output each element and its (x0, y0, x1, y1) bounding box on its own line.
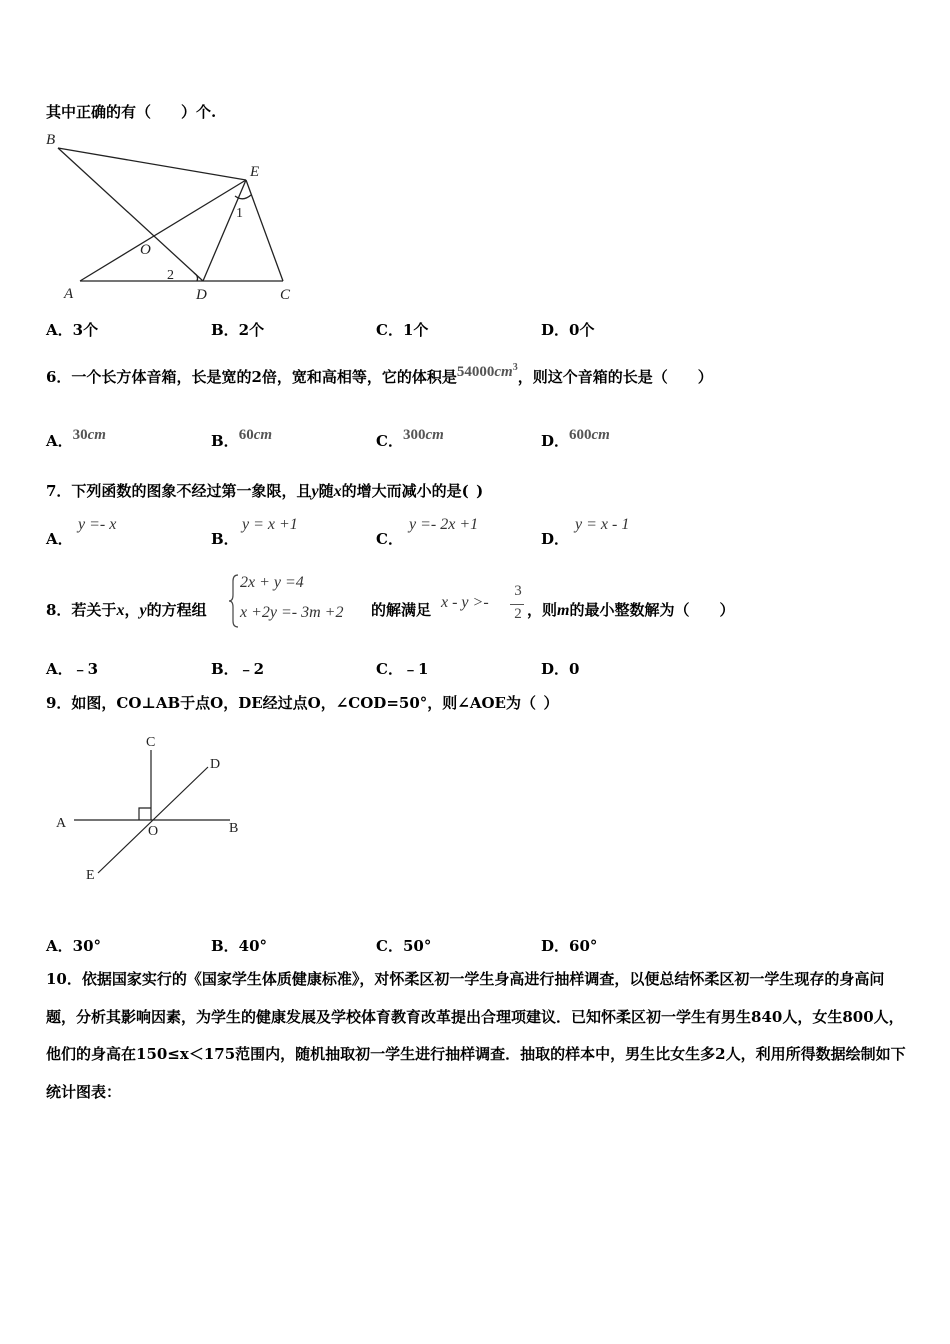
q7-text-a: 7．下列函数的图象不经过第一象限，且 (46, 482, 312, 500)
q7-option-a-label: A． (46, 530, 73, 548)
q7-text-b: 随 (318, 482, 334, 500)
q9-question: 9．如图，CO⊥AB于点O，DE经过点O，∠COD=50°，则∠AOE为（ ） (46, 694, 559, 712)
q6-option-a-label: A． (46, 432, 73, 450)
label-e: E (250, 164, 260, 180)
q7-option-d-label: D． (541, 530, 570, 548)
q8-option-d: D．0 (541, 660, 580, 678)
q6-option-b-unit: cm (253, 427, 273, 443)
q9-option-c: C．50° (376, 937, 432, 955)
perpendicular-figure (50, 728, 250, 888)
q8-frac-bar (510, 604, 524, 605)
label-c: C (146, 735, 156, 750)
q9-option-d: D．60° (541, 937, 598, 955)
q8-system-brace (228, 573, 240, 629)
q8-text-c: 的解满足 (371, 601, 432, 619)
q6-option-d-label: D． (541, 432, 570, 450)
q6-option-b-label: B． (211, 432, 239, 450)
q8-var-x: x (116, 602, 125, 619)
q7-option-b-expr: y = x +1 (242, 516, 298, 533)
right-angle-mark (139, 808, 151, 820)
q6-question (46, 362, 713, 387)
q8-equation-2: x +2y =- 3m +2 (240, 604, 344, 621)
q8-comma: ， (124, 601, 140, 619)
q7-option-c-expr: y =- 2x +1 (409, 516, 479, 533)
segment-be (58, 148, 246, 180)
q8-var-m: m (557, 602, 570, 619)
q8-option-b: B．﹣2 (211, 660, 265, 678)
segment-bd (58, 148, 203, 281)
angle-2-arc (194, 273, 198, 281)
q8-text-e: 的最小整数解为（ ） (569, 601, 735, 619)
q6-option-b-value (239, 427, 272, 443)
q6-option-d-value (569, 427, 610, 443)
label-b: B (229, 821, 239, 836)
q6-option-c-num: 300 (402, 427, 426, 443)
q6-option-a-value (73, 427, 106, 443)
q8-option-a: A．﹣3 (46, 660, 99, 678)
label-d: D (196, 287, 207, 303)
q6-volume-exp: 3 (512, 362, 518, 373)
segment-ae (80, 180, 246, 281)
q7-option-c-label: C． (376, 530, 403, 548)
label-a: A (56, 816, 67, 831)
q10-question: 10．依据国家实行的《国家学生体质健康标准》，对怀柔区初一学生身高进行抽样调查，以便总结怀柔区初一学生现存的身高问题，分析其影响因素，为学生的健康发展及学校体育教育改革提出合理项建议．已知怀柔区初一学生有男生840人，女生800人，他们的身高在150≤x＜175范围内，随机抽取初一学生进行抽样调查．抽取的样本中，男生比女生多2人，利用所得数据绘制如下统计图表： (46, 970, 906, 1101)
q6-text-after: ，则这个音箱的长是（ ） (517, 368, 713, 386)
q8-condition: x - y >- (441, 594, 489, 611)
q8-frac-denominator: 2 (514, 606, 522, 622)
q5-option-b: B．2个 (211, 321, 265, 339)
q6-option-c-label: C． (376, 432, 403, 450)
segment-ec (246, 180, 283, 281)
q8-option-c: C．﹣1 (376, 660, 429, 678)
q6-option-c-unit: cm (425, 427, 444, 443)
q8-text-a-1: 8．若关于 (46, 601, 117, 619)
q6-volume-number: 54000 (456, 364, 495, 380)
q7-text-c: 的增大而减小的是( ) (341, 482, 484, 500)
q9-option-a: A．30° (46, 937, 102, 955)
q5-option-d: D．0个 (541, 321, 595, 339)
q6-option-a (46, 427, 106, 451)
q6-volume (457, 364, 518, 380)
q6-option-b (211, 427, 273, 451)
q6-option-d-num: 600 (569, 427, 592, 443)
q6-option-b-num: 60 (238, 427, 254, 443)
label-a: A (64, 286, 74, 302)
q7-var-x: x (333, 483, 342, 500)
q8-equation-1: 2x + y =4 (240, 574, 304, 591)
q7-option-d-expr: y = x - 1 (575, 516, 630, 533)
angle-1-arc (235, 195, 251, 199)
label-o: O (148, 824, 159, 839)
q6-option-d (541, 427, 610, 451)
q6-option-c (376, 427, 444, 451)
triangle-figure (40, 128, 300, 304)
q8-var-y: y (139, 602, 147, 619)
q5-option-a: A．3个 (46, 321, 99, 339)
label-d: D (210, 757, 221, 772)
q9-option-b: B．40° (211, 937, 268, 955)
q8-text-b: 的方程组 (146, 601, 207, 619)
q7-question (46, 480, 483, 501)
q8-text-d-1: ，则 (527, 601, 558, 619)
intro-line: 其中正确的有（ ）个. (46, 103, 217, 121)
label-c: C (280, 287, 291, 303)
label-b: B (46, 132, 56, 148)
q8-frac-numerator: 3 (514, 583, 522, 599)
label-e: E (86, 868, 95, 883)
q8-text-d (527, 599, 734, 620)
q6-option-d-unit: cm (591, 427, 610, 443)
q7-option-a-expr: y =- x (78, 516, 117, 533)
q6-volume-unit: cm (494, 364, 513, 380)
q6-text-before: 6．一个长方体音箱，长是宽的2倍，宽和高相等，它的体积是 (46, 368, 457, 386)
q7-option-b-label: B． (211, 530, 239, 548)
label-o: O (140, 242, 151, 258)
q5-option-c: C．1个 (376, 321, 429, 339)
label-angle-2: 2 (167, 268, 174, 283)
segment-de (203, 180, 246, 281)
label-angle-1: 1 (236, 206, 243, 221)
q8-text-a (46, 599, 207, 620)
q6-option-a-unit: cm (87, 427, 106, 443)
q6-option-a-num: 30 (72, 427, 88, 443)
q7-var-y: y (311, 483, 319, 500)
q6-option-c-value (403, 427, 444, 443)
